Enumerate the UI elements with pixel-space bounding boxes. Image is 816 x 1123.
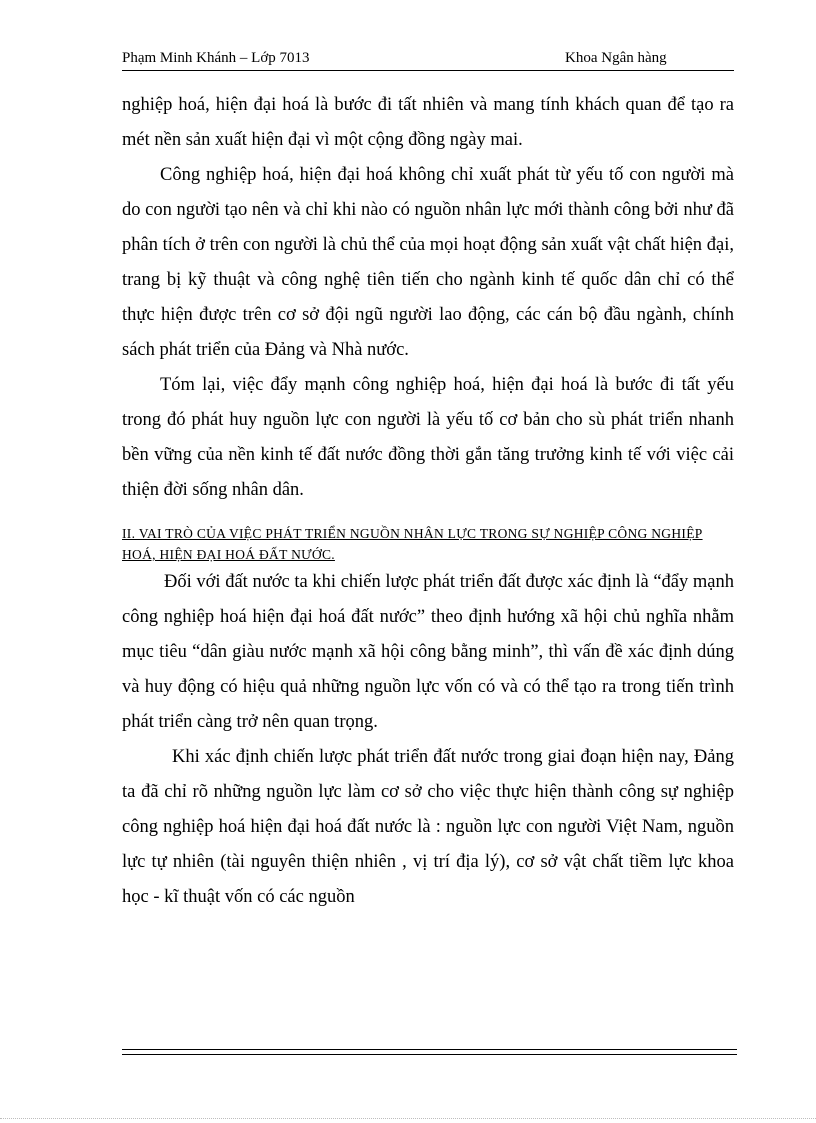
document-body — [122, 88, 734, 915]
section-heading: II. VAI TRÒ CỦA VIỆC PHÁT TRIỂN NGUỒN NHÂN LỰC TRONG SỰ NGHIỆP CÔNG NGHIỆP HOÁ, HIỆN ĐẠI HOÁ ĐẤT NƯỚC. — [122, 526, 703, 562]
paragraph-resources: Khi xác định chiến lược phát triển đất nước trong giai đoạn hiện nay, Đảng ta đã chỉ rõ những nguồn lực làm cơ sở cho việc thực hiện thành công sự nghiệp công nghiệp hoá hiện đại hoá đất nước là : nguồn lực con người Việt Nam, nguồn lực tự nhiên (tài nguyên thiện nhiên , vị trí địa lý), cơ sở vật chất tiềm lực khoa học - kĩ thuật vốn có các nguồn — [122, 747, 734, 907]
header-author: Phạm Minh Khánh – Lớp 7013 — [122, 50, 310, 66]
page-bottom-dotted-line — [0, 1118, 816, 1120]
paragraph-role-of-people: Công nghiệp hoá, hiện đại hoá không chỉ xuất phát từ yếu tố con người mà do con người tạo nên và chỉ khi nào có nguồn nhân lực mới thành công bởi như đã phân tích ở trên con người là chủ thể của mọi hoạt động sản xuất vật chất hiện đại, trang bị kỹ thuật và công nghệ tiên tiến cho ngành kinh tế quốc dân chỉ có thể thực hiện được trên cơ sở đội ngũ người lao động, các cán bộ đầu ngành, chính sách phát triển của Đảng và Nhà nước. — [122, 165, 734, 360]
header-faculty: Khoa Ngân hàng — [565, 50, 667, 66]
footer-double-rule — [122, 1049, 737, 1055]
paragraph-strategy: Đối với đất nước ta khi chiến lược phát triển đất được xác định là “đẩy mạnh công nghiệp hoá hiện đại hoá đất nước” theo định hướng xã hội chủ nghĩa nhằm mục tiêu “dân giàu nước mạnh xã hội công bằng minh”, thì vấn đề xác định dúng và huy động có hiệu quả những nguồn lực vốn có và có thể tạo ra trong tiến trình phát triển càng trở nên quan trọng. — [122, 572, 734, 732]
paragraph-summary: Tóm lại, việc đẩy mạnh công nghiệp hoá, hiện đại hoá là bước đi tất yếu trong đó phát huy nguồn lực con người là yếu tố cơ bản cho sù phát triển nhanh bền vững của nền kinh tế đất nước đồng thời gắn tăng trưởng kinh tế với việc cải thiện đời sống nhân dân. — [122, 375, 734, 500]
page-header — [122, 50, 734, 71]
paragraph-continued: nghiệp hoá, hiện đại hoá là bước đi tất nhiên và mang tính khách quan để tạo ra mét nền sản xuất hiện đại vì một cộng đồng ngày mai. — [122, 95, 734, 150]
